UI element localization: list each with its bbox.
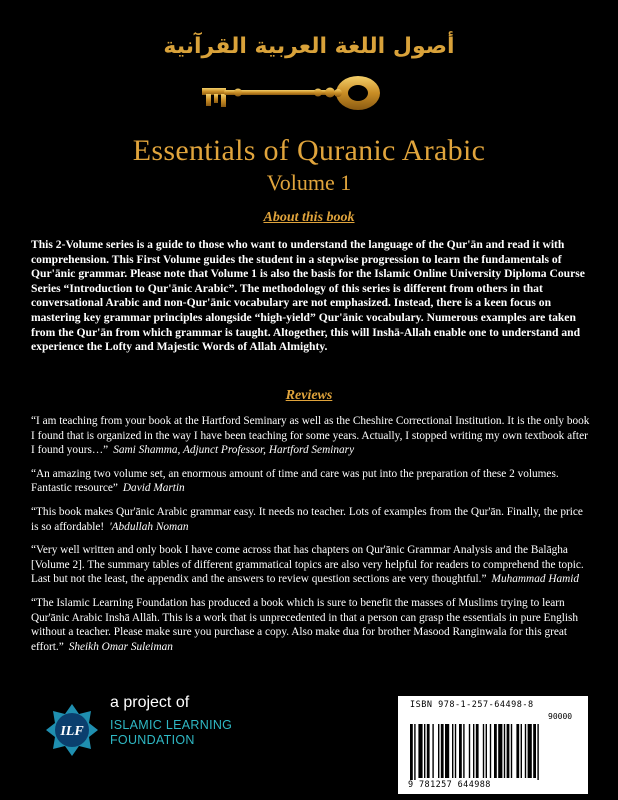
review-attribution: Sheikh Omar Suleiman	[68, 640, 173, 653]
ilf-logo-letters: ILF	[60, 724, 84, 739]
book-title: Essentials of Quranic Arabic	[132, 134, 486, 167]
review-attribution: David Martin	[122, 482, 185, 495]
review-item	[31, 596, 591, 654]
review-attribution: Sami Shamma, Adjunct Professor, Hartford Seminary	[113, 444, 355, 457]
volume-label: Volume 1	[266, 170, 352, 195]
publisher-logo	[30, 690, 290, 760]
isbn-label: ISBN 978-1-257-64498-8	[410, 700, 534, 710]
review-quote: “I am teaching from your book at the Hartford Seminary as well as the Cheshire Correctional Institution. It is the only book I found that is organized in the way I have been teaching for some years. Actually, I stopped writing my own textbook after I found yours…”	[31, 415, 590, 457]
key-icon	[198, 72, 418, 116]
org-line-2: FOUNDATION	[110, 733, 195, 747]
review-item	[31, 414, 591, 458]
review-item	[31, 467, 591, 496]
org-line-1: ISLAMIC LEARNING	[110, 718, 233, 732]
organization-name	[110, 718, 290, 748]
review-quote: “The Islamic Learning Foundation has produced a book which is sure to benefit the masses of Muslims trying to learn Qur'ānic Arabic Inshā Allāh. This is a work that is unprecedented in that a person can grasp the essentials in pure English without a teacher. Please make sure you purchase a copy. Also make dua for brother Masood Ranginwala for this great effort.”	[31, 596, 579, 653]
review-item	[31, 543, 591, 587]
review-quote: “An amazing two volume set, an enormous amount of time and care was put into the preparation of these 2 volumes. Fantastic resource”	[31, 467, 559, 495]
review-quote: “Very well written and only book I have come across that has chapters on Qur'ānic Grammar Analysis and the Balāgha [Volume 2]. The summary tables of different grammatical topics are also very helpful for readers to comprehend the topic. Last but not the least, the appendix and the answers to review question sections are very thoughtful.”	[31, 544, 584, 586]
price-code: 90000	[548, 712, 573, 721]
barcode-box	[398, 696, 588, 794]
review-attribution: Muhammad Hamid	[491, 573, 580, 586]
review-item	[31, 505, 591, 534]
review-quote: “This book makes Qur'ānic Arabic grammar easy. It needs no teacher. Lots of examples from the Qur'ān. Finally, the price is so affordable!	[31, 505, 583, 533]
review-attribution: 'Abdullah Noman	[109, 520, 189, 533]
project-label: a project of	[110, 694, 190, 711]
ilf-emblem-icon	[44, 702, 100, 758]
arabic-title: أصول اللغة العربية القرآنية	[163, 34, 455, 59]
about-heading: About this book	[263, 210, 355, 225]
barcode-icon	[404, 710, 582, 780]
reviews-heading: Reviews	[285, 388, 333, 403]
barcode-digits: 9 781257 644988	[408, 780, 491, 790]
about-body: This 2-Volume series is a guide to those who want to understand the language of the Qur'ān and read it with comprehension. This First Volume guides the student in a stepwise progression to learn the fundamentals of Qur'ānic grammar. Please note that Volume 1 is also the basis for the Islamic Online University Diploma Course Series “Introduction to Qur'ānic Arabic”. The methodology of this series is different from others in that conversational Arabic and non-Qur'ānic vocabulary are not emphasized. Instead, there is a keen focus on mastering key grammar principles alongside “high-yield” Qur'ānic vocabulary. Numerous examples are taken from the Qur'ān from which grammar is taught. Altogether, this will Inshā-Allah enable one to understand and experience the Lofty and Majestic Words of Allah Almighty.	[31, 238, 585, 354]
reviews-list	[31, 414, 591, 663]
